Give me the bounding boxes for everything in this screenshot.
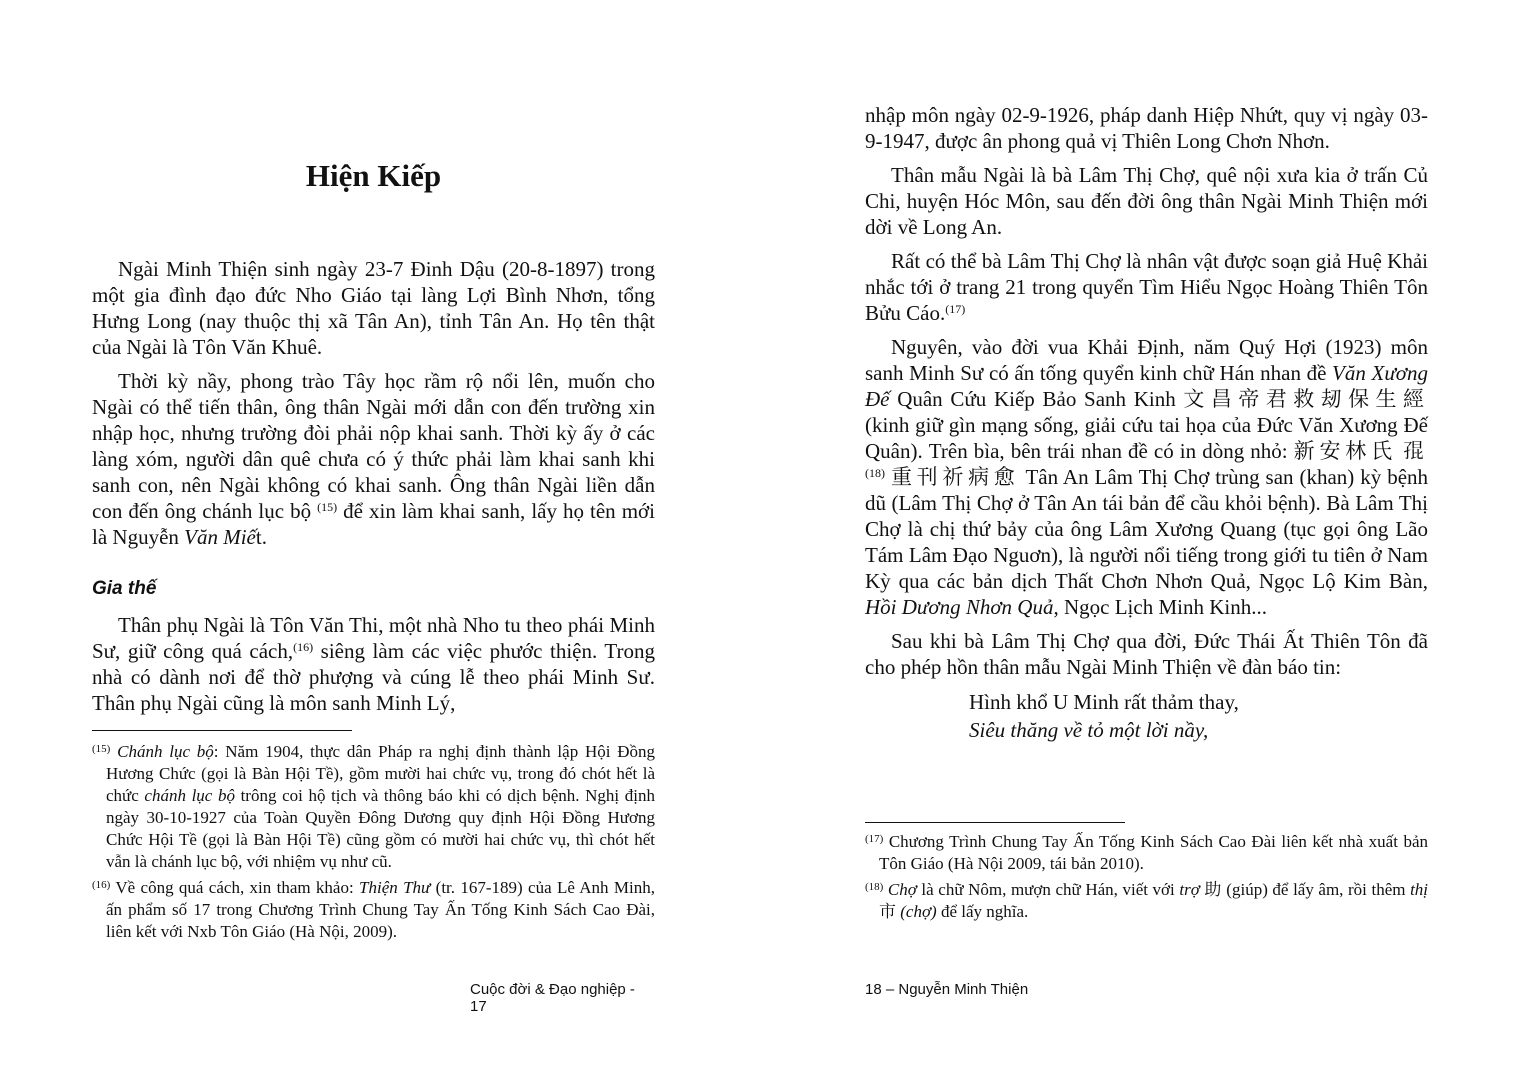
footnotes xyxy=(92,741,655,947)
verse xyxy=(969,688,1428,744)
paragraph: Thân mẫu Ngài là bà Lâm Thị Chợ, quê nội xưa kia ở trấn Củ Chi, huyện Hóc Môn, sau đến đời ông thân Ngài Minh Thiện mới dời về Long An. xyxy=(865,163,1428,239)
chapter-title: Hiện Kiếp xyxy=(305,158,442,193)
verse-line: Hình khổ U Minh rất thảm thay, xyxy=(969,690,1239,714)
right-body xyxy=(865,102,1428,744)
paragraph: Sau khi bà Lâm Thị Chợ qua đời, Đức Thái Ất Thiên Tôn đã cho phép hồn thân mẫu Ngài Minh Thiện về đàn báo tin: xyxy=(865,629,1428,679)
chinese-title: 文昌帝君救刼保生經 xyxy=(1183,387,1429,411)
footnote-ref[interactable]: (15) xyxy=(317,500,338,514)
paragraph: nhập môn ngày 02-9-1926, pháp danh Hiệp Nhứt, quy vị ngày 03-9-1947, được ân phong quả vị Thiên Long Chơn Nhơn. xyxy=(865,103,1428,153)
verse-line: Siêu thăng về tỏ một lời nầy, xyxy=(969,718,1209,742)
footnote-18: $^{(18)}$ Chợ là chữ Nôm, mượn chữ Hán, viết với trợ 助 (giúp) để lấy âm, rồi thêm thị 市 (chợ) để lấy nghĩa. xyxy=(865,880,1429,921)
footnote-ref[interactable]: (17) xyxy=(945,302,966,316)
footnotes xyxy=(865,831,1428,927)
right-page xyxy=(865,0,1428,1075)
page-number-left: Cuộc đời & Đạo nghiệp - 17 xyxy=(470,981,635,1015)
footnote-15: $^{(15)}$ Chánh lục bộ: Năm 1904, thực dân Pháp ra nghị định thành lập Hội Đồng Hương Chức (gọi là Bàn Hội Tề), gồm mười hai chức vụ, trong đó chót hết là chức chánh lục bộ trông coi hộ tịch và thông báo khi có dịch bệnh. Nghị định ngày 30-10-1927 của Toàn Quyền Đông Dương quy định Hội Đồng Hương Chức Hội Tề (gọi là Bàn Hội Tề) cũng gồm có mười hai chức vụ, thì chót hết vẫn là chánh lục bộ, với nhiệm vụ như cũ. xyxy=(92,742,656,871)
footnote-16: $^{(16)}$ Về công quá cách, xin tham khảo: Thiện Thư (tr. 167-189) của Lê Anh Minh, ấn phẩm số 17 trong Chương Trình Chung Tay Ấn Tống Kinh Sách Cao Đài, liên kết với Nxb Tôn Giáo (Hà Nội, 2009). xyxy=(92,878,655,941)
paragraph: Thân phụ Ngài là Tôn Văn Thi, một nhà Nho tu theo phái Minh Sư, giữ công quá cách,$^{(16)}$ siêng làm các việc phước thiện. Trong nhà có dành nơi để thờ phượng và cúng lễ theo phái Minh Sư. Thân phụ Ngài cũng là môn sanh Minh Lý, xyxy=(92,613,655,715)
section-heading: Gia thế xyxy=(92,578,157,599)
footnote-ref[interactable]: (18) xyxy=(865,466,885,480)
footnote-divider xyxy=(865,822,1125,823)
paragraph: Nguyên, vào đời vua Khải Định, năm Quý Hợi (1923) môn sanh Minh Sư có ấn tống quyển kinh chữ Hán nhan đề Văn Xương Đế Quân Cứu Kiếp Bảo Sanh Kinh 文昌帝君救刼保生經 (kinh giữ gìn mạng sống, giải cứu tai họa của Đức Văn Xương Đế Quân). Trên bìa, bên trái nhan đề có in dòng nhỏ: 新安林氏 𡥵 $^{(18)}$ 重刊祈病愈 Tân An Lâm Thị Chợ trùng san (khan) kỳ bệnh dũ (Lâm Thị Chợ ở Tân An tái bản để cầu khỏi bệnh). Bà Lâm Thị Chợ là chị thứ bảy của ông Lâm Xương Quang (tục gọi ông Lão Tám Lâm Đạo Nguơn), là người nổi tiếng trong giới tu tiên ở Nam Kỳ qua các bản dịch Thất Chơn Nhơn Quả, Ngọc Lộ Kim Bàn, Hồi Dương Nhơn Quả, Ngọc Lịch Minh Kinh... xyxy=(865,335,1429,619)
paragraph: Rất có thể bà Lâm Thị Chợ là nhân vật được soạn giả Huệ Khải nhắc tới ở trang 21 trong quyển Tìm Hiểu Ngọc Hoàng Thiên Tôn Bửu Cáo.$^{(17)}$ xyxy=(865,249,1428,325)
paragraph: Ngài Minh Thiện sinh ngày 23-7 Đinh Dậu (20-8-1897) trong một gia đình đạo đức Nho Giáo tại làng Lợi Bình Nhơn, tổng Hưng Long (nay thuộc thị xã Tân An), tỉnh Tân An. Họ tên thật của Ngài là Tôn Văn Khuê. xyxy=(92,257,655,359)
footnote-17: $^{(17)}$ Chương Trình Chung Tay Ấn Tống Kinh Sách Cao Đài liên kết nhà xuất bản Tôn Giáo (Hà Nội 2009, tái bản 2010). xyxy=(865,832,1429,873)
page-number-right: 18 – Nguyễn Minh Thiện xyxy=(865,981,1029,998)
left-page xyxy=(92,0,655,1075)
left-body xyxy=(92,256,655,724)
footnote-divider xyxy=(92,730,352,731)
paragraph: Thời kỳ nầy, phong trào Tây học rầm rộ nổi lên, muốn cho Ngài có thể tiến thân, ông thân Ngài mới dẫn con đến trường xin nhập học, nhưng trường đòi phải nộp khai sanh. Thời kỳ ấy ở các làng xóm, người dân quê chưa có ý thức phải làm khai sanh khi sanh con, nên Ngài không có khai sanh. Ông thân Ngài liền dẫn con đến ông chánh lục bộ $^{(15)}$ để xin làm khai sanh, lấy họ tên mới là Nguyễn Văn Miết. xyxy=(92,369,655,549)
footnote-ref[interactable]: (16) xyxy=(293,640,314,654)
